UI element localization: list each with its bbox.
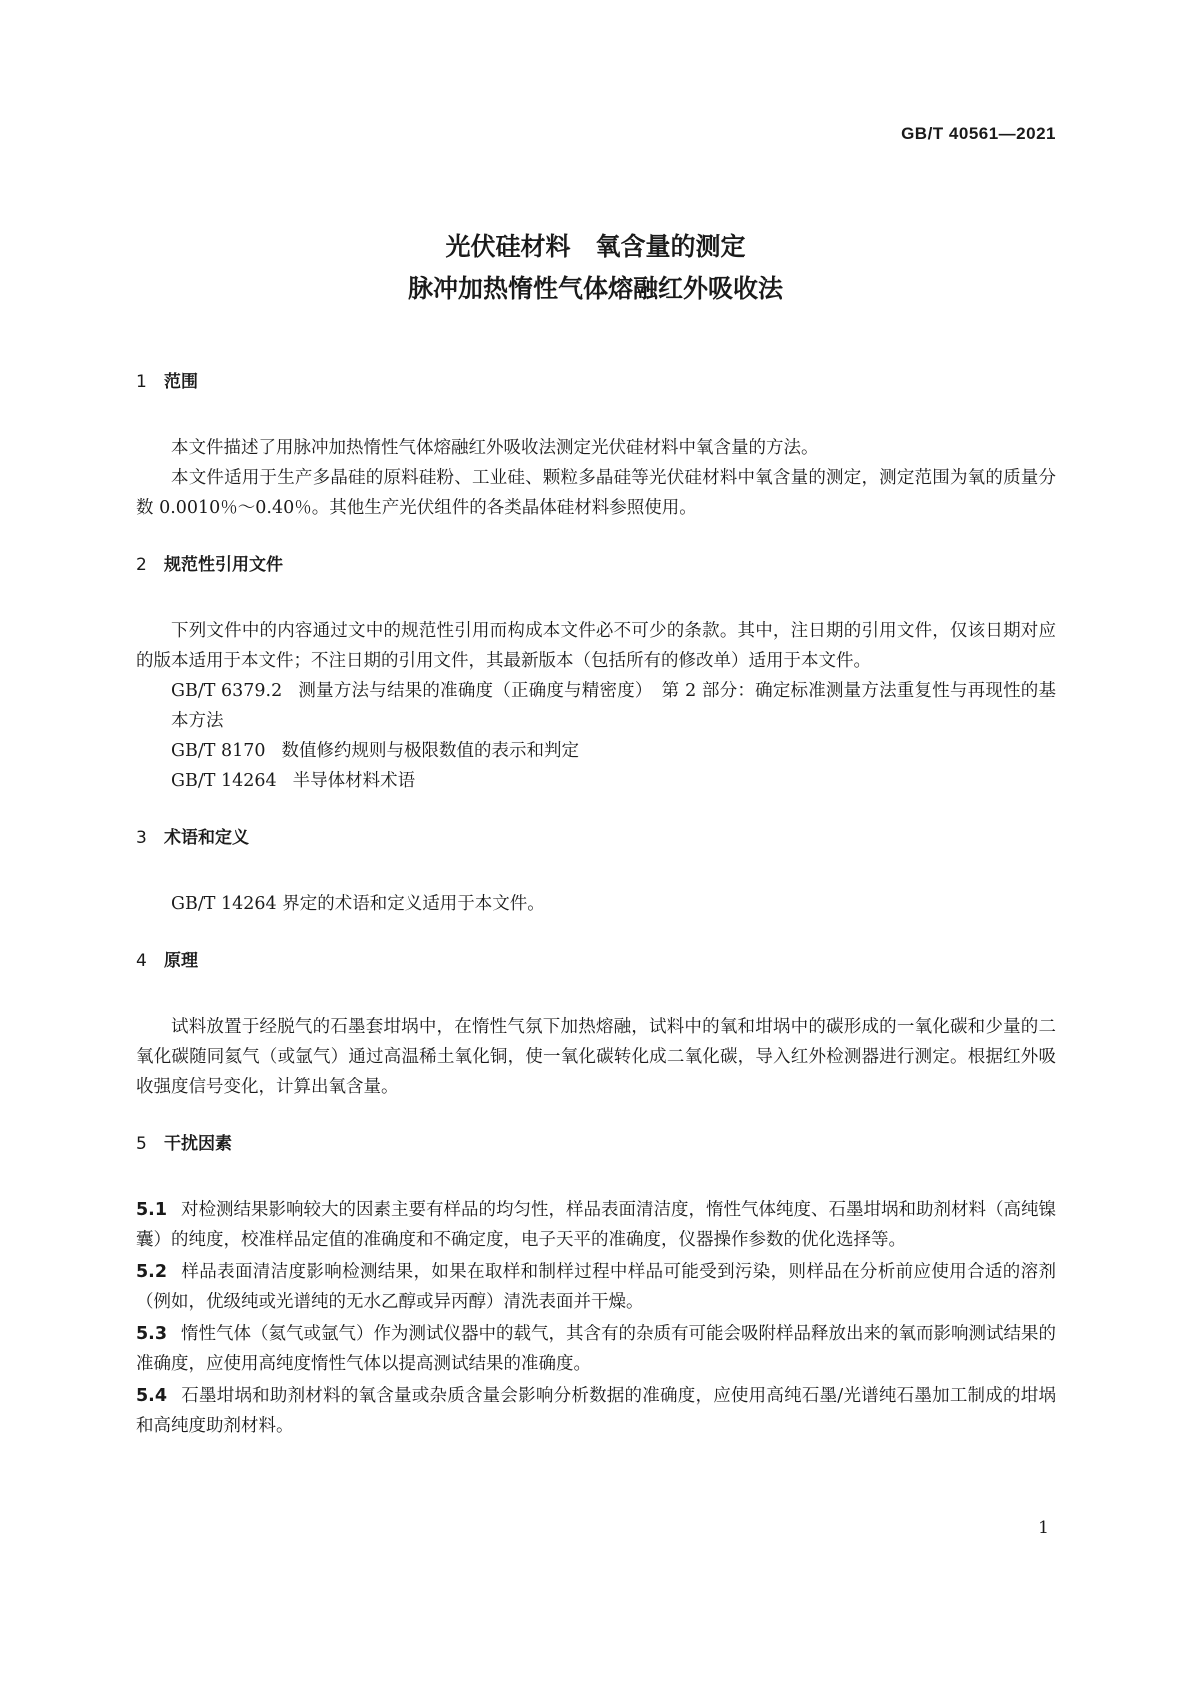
reference-item [136, 676, 1056, 736]
paragraph: 试料放置于经脱气的石墨套坩埚中，在惰性气氛下加热熔融，试料中的氧和坩埚中的碳形成的一氧化碳和少量的二氧化碳随同氦气（或氩气）通过高温稀土氧化铜，使一氧化碳转化成二氧化碳，导入红外检测器进行测定。根据红外吸收强度信号变化，计算出氧含量。 [136, 1017, 1056, 1097]
page-number: 1 [1038, 1518, 1049, 1538]
reference-code: GB/T 8170 [171, 741, 266, 761]
section-number: 1 [136, 372, 147, 392]
subclause-text: 对检测结果影响较大的因素主要有样品的均匀性，样品表面清洁度，惰性气体纯度、石墨坩埚和助剂材料（高纯镍囊）的纯度，校准样品定值的准确度和不确定度，电子天平的准确度，仪器操作参数的优化选择等。 [136, 1200, 1057, 1250]
paragraph: 本文件适用于生产多晶硅的原料硅粉、工业硅、颗粒多晶硅等光伏硅材料中氧含量的测定，测定范围为氧的质量分数 0.0010％～0.40％。其他生产光伏组件的各类晶体硅材料参照使用。 [136, 468, 1056, 518]
section-number: 4 [136, 951, 147, 971]
subclause [136, 1319, 1056, 1379]
section-heading-terms [136, 823, 1056, 853]
section-heading-scope [136, 367, 1056, 397]
subclause-number: 5.1 [136, 1200, 168, 1220]
reference-item [136, 766, 1056, 796]
document-title [0, 226, 1191, 310]
reference-code: GB/T 6379.2 [171, 681, 283, 701]
section-heading-interference [136, 1129, 1056, 1159]
section-title: 术语和定义 [164, 828, 249, 848]
reference-item [136, 736, 1056, 766]
section-title: 规范性引用文件 [164, 555, 283, 575]
subclause-text: 石墨坩埚和助剂材料的氧含量或杂质含量会影响分析数据的准确度，应使用高纯石墨/光谱纯石墨加工制成的坩埚和高纯度助剂材料。 [136, 1386, 1056, 1436]
subclause-text: 样品表面清洁度影响检测结果，如果在取样和制样过程中样品可能受到污染，则样品在分析前应使用合适的溶剂（例如，优级纯或光谱纯的无水乙醇或异丙醇）清洗表面并干燥。 [136, 1262, 1056, 1312]
section-number: 3 [136, 828, 147, 848]
paragraph: 本文件描述了用脉冲加热惰性气体熔融红外吸收法测定光伏硅材料中氧含量的方法。 [171, 438, 819, 458]
section-title: 原理 [164, 951, 198, 971]
subclause [136, 1381, 1056, 1441]
reference-code: GB/T 14264 [171, 771, 277, 791]
subclause-text: 惰性气体（氦气或氩气）作为测试仪器中的载气，其含有的杂质有可能会吸附样品释放出来的氧而影响测试结果的准确度，应使用高纯度惰性气体以提高测试结果的准确度。 [136, 1324, 1057, 1374]
paragraph: 下列文件中的内容通过文中的规范性引用而构成本文件必不可少的条款。其中，注日期的引用文件，仅该日期对应的版本适用于本文件；不注日期的引用文件，其最新版本（包括所有的修改单）适用于本文件。 [136, 621, 1056, 671]
section-heading-normative-references [136, 550, 1056, 580]
section-title: 范围 [164, 372, 198, 392]
subclause-number: 5.2 [136, 1262, 168, 1282]
section-heading-principle [136, 946, 1056, 976]
title-line-2: 脉冲加热惰性气体熔融红外吸收法 [407, 274, 783, 303]
subclause-number: 5.3 [136, 1324, 168, 1344]
document-body [136, 367, 1056, 1443]
reference-title: 半导体材料术语 [292, 771, 416, 791]
standard-code: GB/T 40561—2021 [901, 124, 1056, 143]
subclause [136, 1195, 1056, 1255]
title-line-1: 光伏硅材料 氧含量的测定 [445, 232, 746, 261]
subclause-number: 5.4 [136, 1386, 168, 1406]
reference-title: 测量方法与结果的准确度（正确度与精密度） 第 2 部分：确定标准测量方法重复性与再现性的基本方法 [171, 681, 1056, 731]
subclause [136, 1257, 1056, 1317]
section-number: 5 [136, 1134, 147, 1154]
paragraph: GB/T 14264 界定的术语和定义适用于本文件。 [171, 894, 545, 914]
reference-title: 数值修约规则与极限数值的表示和判定 [281, 741, 580, 761]
section-number: 2 [136, 555, 147, 575]
section-title: 干扰因素 [164, 1134, 232, 1154]
